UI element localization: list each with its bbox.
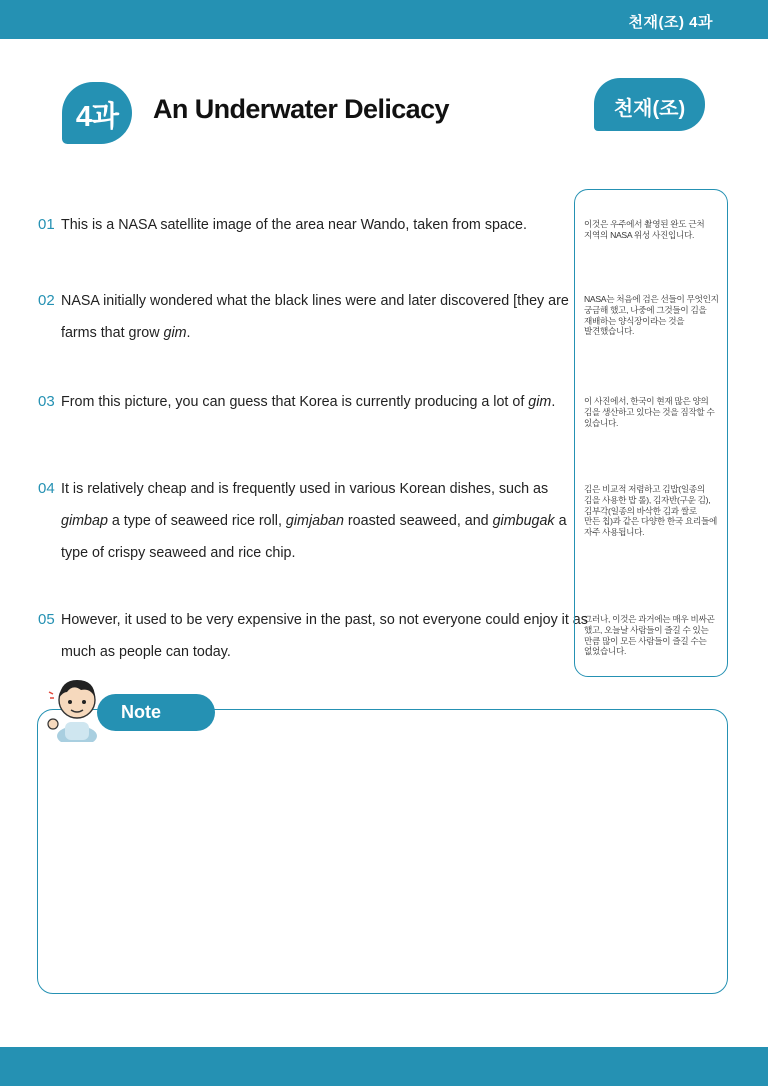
sentence-text [38, 209, 558, 241]
translation-05 [584, 614, 724, 657]
italic-term: gimbugak [492, 513, 555, 529]
text-run: However, it used to be very expensive in the past, so not everyone could enjoy it as [61, 612, 588, 628]
text-run: . [551, 394, 556, 410]
italic-term: gim [528, 394, 552, 410]
text-run: It is relatively cheap and is frequently used in various Korean dishes, such as [61, 481, 549, 497]
text-run: a [554, 513, 567, 529]
boy-mascot-icon [47, 672, 107, 742]
publisher-badge [594, 78, 705, 131]
top-header-bar [0, 0, 768, 39]
sentence-line [38, 636, 558, 668]
translation-line: 김은 비교적 저렴하고 김밥(일종의 [584, 484, 705, 494]
translation-03 [584, 396, 724, 428]
translation-line: 이것은 우주에서 촬영된 완도 근처 [584, 219, 705, 229]
sentence-text [38, 473, 567, 569]
translation-line: 재배하는 양식장이라는 것을 [584, 315, 685, 326]
sentence-line [38, 317, 558, 349]
sentence-number: 05 [38, 611, 55, 628]
lesson-number-badge [62, 82, 132, 144]
lesson-number: 4과 [75, 101, 119, 133]
italic-term: gimjaban [285, 513, 344, 529]
translation-line: 김부각(일종의 바삭한 김과 쌀로 [584, 505, 697, 516]
header-label: 천재(조) 4과 [628, 14, 713, 31]
sentence-line [38, 285, 569, 317]
sentence-line [38, 505, 567, 537]
translation-line: 만든 칩)과 같은 다양한 한국 요리들에 [584, 516, 718, 527]
translation-line: 김을 사용한 밥 롤), 김자반(구운 김), [584, 494, 711, 505]
sentence-03 [38, 386, 558, 418]
text-run: From this picture, you can guess that Korea is currently producing a lot of [61, 394, 529, 410]
bottom-footer-bar [0, 1047, 768, 1086]
italic-term: gim [163, 325, 187, 341]
translation-line: 그러나, 이것은 과거에는 매우 비싸곤 [584, 614, 715, 624]
text-run: type of crispy seaweed and rice chip. [61, 545, 296, 561]
lesson-title: An Underwater Delicacy [153, 94, 449, 124]
sentence-number: 04 [38, 480, 55, 497]
translation-line: 했고, 오늘날 사람들이 즐길 수 있는 [584, 624, 709, 635]
translation-line: 없었습니다. [584, 646, 627, 657]
translation-line: 있습니다. [584, 417, 619, 428]
sentence-text [38, 386, 558, 418]
text-run: much as people can today. [61, 644, 231, 660]
text-run: roasted seaweed, and [343, 513, 493, 529]
sentence-number: 03 [38, 393, 55, 410]
italic-term: gimbap [61, 513, 108, 529]
note-tab [97, 694, 215, 731]
publisher-label: 천재(조) [613, 98, 686, 120]
translation-line: 지역의 NASA 위성 사진입니다. [584, 229, 695, 240]
note-box[interactable] [37, 709, 728, 994]
note-label: Note [121, 702, 161, 722]
sentence-line [38, 473, 558, 505]
translation-line: 발견했습니다. [584, 326, 635, 337]
sentence-line [38, 537, 558, 569]
sentence-02 [38, 285, 569, 349]
translation-line: 이 사진에서, 한국이 현재 많은 양의 [584, 396, 709, 406]
translation-01 [584, 219, 724, 241]
sentence-05 [38, 604, 588, 668]
translation-line: NASA는 처음에 검은 선들이 무엇인지 [584, 294, 719, 304]
sentence-line [38, 209, 558, 241]
translation-line: 궁금해 했고, 나중에 그것들이 김을 [584, 304, 707, 315]
sentence-text [38, 604, 588, 668]
sentence-line [38, 604, 588, 636]
text-run: farms that grow [61, 325, 164, 341]
sentence-04 [38, 473, 567, 569]
text-run: a type of seaweed rice roll, [107, 513, 286, 529]
sentence-line [38, 386, 558, 418]
translation-04 [584, 484, 724, 538]
translation-panel [574, 189, 728, 677]
text-run: NASA initially wondered what the black lines were and later discovered [they are [61, 293, 569, 309]
translation-line: 김을 생산하고 있다는 것을 짐작할 수 [584, 406, 715, 417]
sentence-01 [38, 209, 558, 241]
translation-02 [584, 294, 724, 337]
sentence-number: 01 [38, 216, 55, 233]
sentence-text [38, 285, 569, 349]
text-run: This is a NASA satellite image of the area near Wando, taken from space. [61, 217, 527, 233]
translation-line: 만큼 많이 모든 사람들이 즐길 수는 [584, 635, 707, 646]
sentence-number: 02 [38, 292, 55, 309]
translation-line: 자주 사용됩니다. [584, 527, 645, 538]
text-run: . [186, 325, 191, 341]
